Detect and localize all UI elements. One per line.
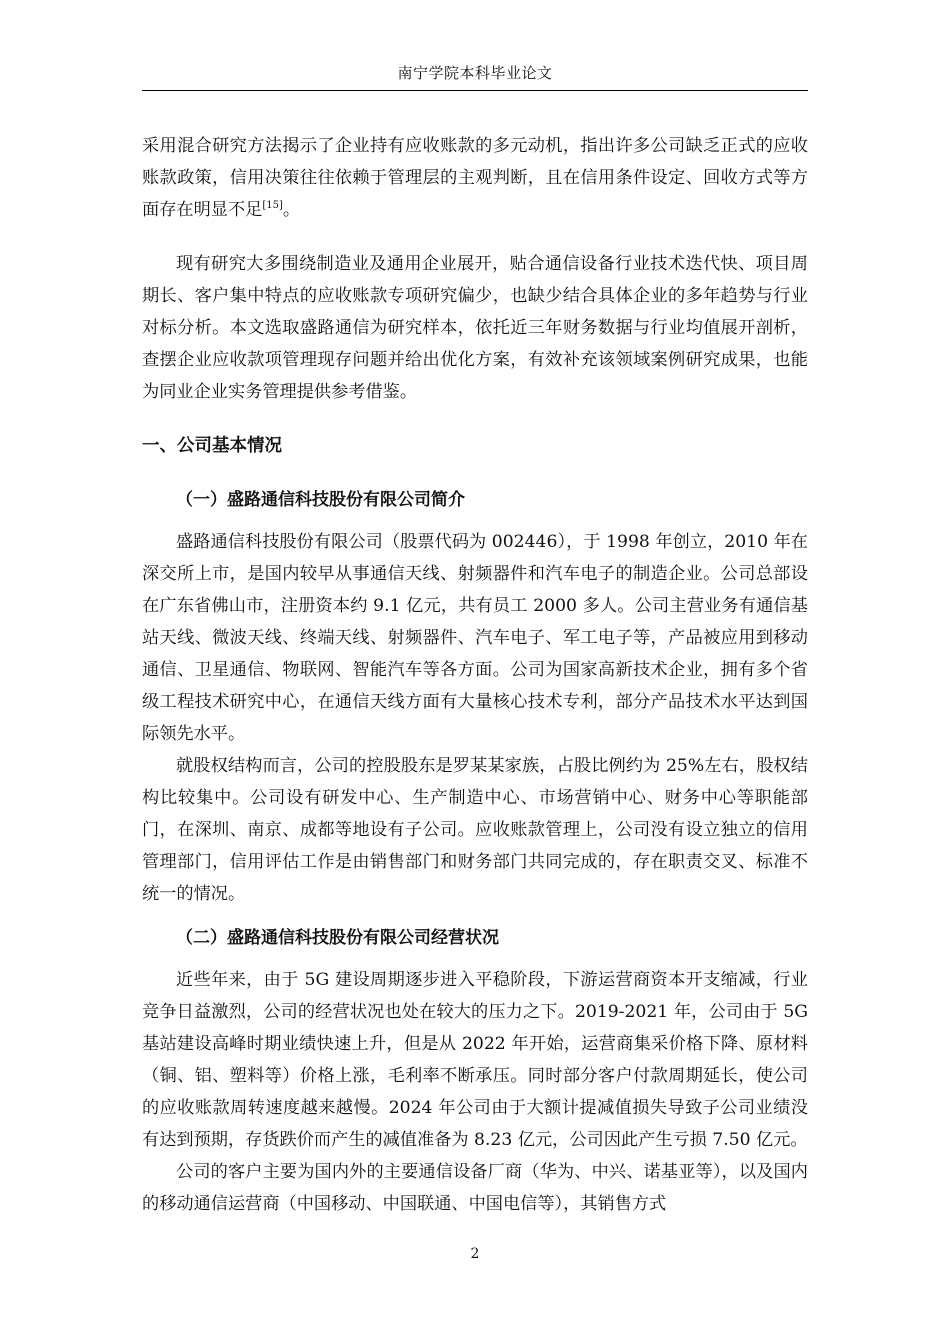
header-divider — [142, 90, 808, 91]
body-paragraph: 近些年来，由于 5G 建设周期逐步进入平稳阶段，下游运营商资本开支缩减，行业竞争日益激烈，公司的经营状况也处在较大的压力之下。2019-2021 年，公司由于 5G 基站建设高峰时期业绩快速上升，但是从 2022 年开始，运营商集采价格下降、原材料（铜、铝、塑料等）价格上涨，毛利率不断承压。同时部分客户付款周期延长，使公司的应收账款周转速度越来越慢。2024 年公司由于大额计提减值损失导致子公司业绩没有达到预期，存货跌价而产生的减值准备为 8.23 亿元，公司因此产生亏损 7.50 亿元。 — [142, 970, 808, 1150]
running-header-title: 南宁学院本科毕业论文 — [397, 64, 553, 82]
page-body — [142, 130, 808, 1220]
body-paragraph: 现有研究大多围绕制造业及通用企业展开，贴合通信设备行业技术迭代快、项目周期长、客户集中特点的应收账款专项研究偏少，也缺少结合具体企业的多年趋势与行业对标分析。本文选取盛路通信为研究样本，依托近三年财务数据与行业均值展开剖析，查摆企业应收款项管理现存问题并给出优化方案，有效补充该领域案例研究成果，也能为同业企业实务管理提供参考借鉴。 — [142, 254, 808, 402]
section-heading: 一、公司基本情况 — [142, 436, 282, 456]
paragraph-end: 。 — [282, 200, 301, 220]
body-paragraph: 盛路通信科技股份有限公司（股票代码为 002446），于 1998 年创立，2010 年在深交所上市，是国内较早从事通信天线、射频器件和汽车电子的制造企业。公司总部设在广东省佛山市，注册资本约 9.1 亿元，共有员工 2000 多人。公司主营业务有通信基站天线、微波天线、终端天线、射频器件、汽车电子、军工电子等，产品被应用到移动通信、卫星通信、物联网、智能汽车等各方面。公司为国家高新技术企业，拥有多个省级工程技术研究中心，在通信天线方面有大量核心技术专利，部分产品技术水平达到国际领先水平。 — [142, 532, 808, 744]
body-paragraph: 公司的客户主要为国内外的主要通信设备厂商（华为、中兴、诺基亚等），以及国内的移动通信运营商（中国移动、中国联通、中国电信等），其销售方式 — [142, 1162, 808, 1214]
paragraph-text: 采用混合研究方法揭示了企业持有应收账款的多元动机，指出许多公司缺乏正式的应收账款政策，信用决策往往依赖于管理层的主观判断，且在信用条件设定、回收方式等方面存在明显不足 — [142, 136, 808, 220]
body-paragraph — [142, 130, 808, 226]
citation-marker: [15] — [262, 200, 283, 211]
subsection-heading: （一）盛路通信科技股份有限公司简介 — [176, 490, 465, 510]
page-number: 2 — [470, 1246, 480, 1262]
body-paragraph: 就股权结构而言，公司的控股股东是罗某某家族，占股比例约为 25%左右，股权结构比较集中。公司设有研发中心、生产制造中心、市场营销中心、财务中心等职能部门，在深圳、南京、成都等地设有子公司。应收账款管理上，公司没有设立独立的信用管理部门，信用评估工作是由销售部门和财务部门共同完成的，存在职责交叉、标准不统一的情况。 — [142, 756, 808, 904]
subsection-heading: （二）盛路通信科技股份有限公司经营状况 — [176, 928, 499, 948]
